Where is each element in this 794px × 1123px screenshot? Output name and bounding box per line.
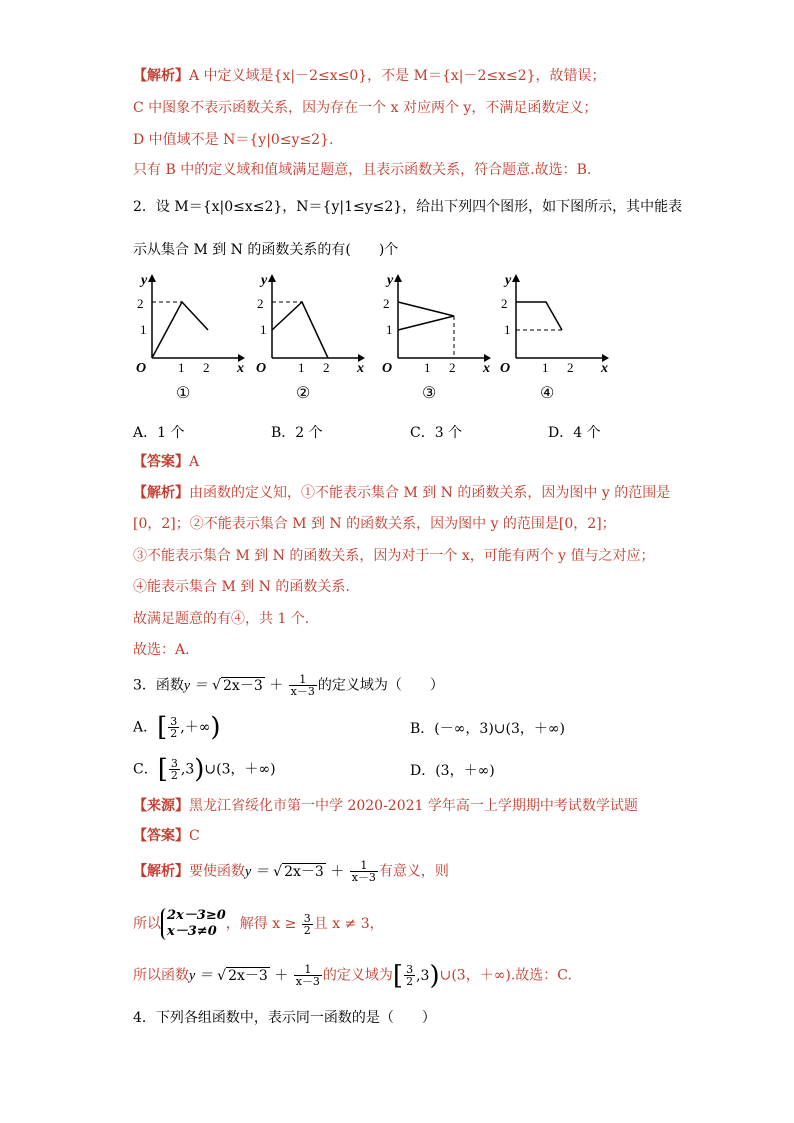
y-axis-label: y: [387, 273, 394, 288]
q2-answer: 【答案】A: [133, 454, 200, 470]
graph-label-3: ③: [422, 385, 437, 402]
y-axis-label: y: [141, 273, 148, 288]
graph-2: [250, 268, 365, 403]
q3-source: 【来源】黑龙江省绥化市第一中学 2020-2021 学年高一上学期期中考试数学试题: [133, 798, 638, 814]
q2-option-b: B．2 个: [271, 425, 323, 441]
x-axis-label: x: [601, 361, 608, 376]
y-axis-label: y: [261, 273, 268, 288]
equation-system: 2x－3≥0 x－3≠0: [161, 908, 226, 940]
q3-analysis-line-3: 所以函数y ＝ √ 2x－3 ＋ $\frac{1}{x-3}$ 的定义域为[ $\frac{3}{2}$ ,3)∪(3，＋∞).故选：C.: [133, 960, 572, 991]
q3-option-d: D．(3，＋∞): [410, 763, 495, 779]
y-tick-2: 2: [137, 296, 144, 311]
q3-analysis-line-1: 【解析】要使函数y ＝ √ 2x－3 ＋ $\frac{1}{x-3}$ 有意义，则: [133, 859, 449, 884]
q2-stem-line-1: 2．设 M＝{x|0≤x≤2}，N＝{y|1≤y≤2}，给出下列四个图形，如下图所示，其中能表: [133, 199, 683, 215]
prev-analysis-line-4: 只有 B 中的定义域和值域满足题意，且表示函数关系，符合题意.故选：B.: [133, 162, 592, 178]
y-tick-2: 2: [383, 296, 390, 311]
graph-1: [130, 268, 245, 403]
y-tick-1: 1: [504, 322, 511, 337]
q4-stem: 4．下列各组函数中，表示同一函数的是（ ）: [133, 1010, 436, 1026]
x-tick-1: 1: [298, 360, 305, 375]
q3-answer: 【答案】C: [133, 828, 200, 844]
q2-analysis-line-4: ④能表示集合 M 到 N 的函数关系.: [133, 579, 350, 595]
origin-label: O: [382, 361, 393, 376]
y-tick-1: 1: [386, 322, 393, 337]
x-tick-2: 2: [203, 360, 210, 375]
x-tick-2: 2: [323, 360, 330, 375]
q2-analysis-line-3: ③不能表示集合 M 到 N 的函数关系，因为对于一个 x，可能有两个 y 值与之对应；: [133, 548, 655, 564]
origin-label: O: [136, 361, 147, 376]
q3-analysis-line-2: 所以2x－3≥0 x－3≠0 ，解得 x ≥ $\frac{3}{2}$ 且 x ≠ 3，: [133, 908, 384, 939]
q3-option-b: B．(－∞，3)∪(3，＋∞): [410, 721, 566, 737]
q2-graphs: [130, 268, 630, 403]
q2-analysis-line-1: 【解析】由函数的定义知，①不能表示集合 M 到 N 的函数关系，因为图中 y 的范围是: [133, 485, 671, 501]
y-axis-label: y: [505, 273, 512, 288]
origin-label: O: [500, 361, 511, 376]
q2-option-c: C．3 个: [410, 425, 463, 441]
x-tick-1: 1: [178, 360, 185, 375]
y-tick-1: 1: [260, 322, 267, 337]
x-axis-label: x: [483, 361, 490, 376]
q2-stem-line-2: 示从集合 M 到 N 的函数关系的有( )个: [133, 242, 399, 258]
origin-label: O: [256, 361, 267, 376]
q2-option-a: A．1 个: [133, 425, 185, 441]
x-axis-label: x: [237, 361, 244, 376]
x-tick-1: 1: [424, 360, 431, 375]
q2-option-d: D．4 个: [548, 425, 601, 441]
graph-4: [494, 268, 609, 403]
prev-analysis-line-2: C 中图象不表示函数关系，因为存在一个 x 对应两个 y，不满足函数定义；: [133, 100, 598, 116]
q2-analysis-line-5: 故满足题意的有④，共 1 个.: [133, 611, 310, 627]
graph-3: [376, 268, 491, 403]
q3-stem: 3．函数y ＝ √ 2x－3 ＋ $\frac{1}{x-3}$ 的定义域为（ ）: [133, 673, 444, 698]
prev-analysis-line-1: 【解析】A 中定义域是{x|－2≤x≤0}，不是 M＝{x|－2≤x≤2}，故错误；: [133, 68, 606, 84]
y-tick-1: 1: [140, 322, 147, 337]
fraction: $\frac{1}{x-3}$: [290, 673, 315, 698]
graph-label-1: ①: [176, 385, 191, 402]
x-tick-1: 1: [542, 360, 549, 375]
y-tick-2: 2: [501, 296, 508, 311]
graph-label-4: ④: [540, 385, 555, 402]
q2-analysis-line-6: 故选：A.: [133, 642, 190, 658]
x-axis-label: x: [357, 361, 364, 376]
prev-analysis-line-3: D 中值域不是 N＝{y|0≤y≤2}.: [133, 132, 334, 148]
x-tick-2: 2: [567, 360, 574, 375]
y-tick-2: 2: [257, 296, 264, 311]
q3-option-c: C．[ $\frac{3}{2}$ ,3)∪(3，＋∞): [133, 754, 276, 785]
analysis-tag: 【解析】: [133, 68, 189, 84]
x-tick-2: 2: [449, 360, 456, 375]
graph-label-2: ②: [296, 385, 311, 402]
q2-analysis-line-2: [0，2]；②不能表示集合 M 到 N 的函数关系，因为图中 y 的范围是[0，2]；: [133, 516, 616, 532]
q3-option-a: A．[ $\frac{3}{2}$ ,＋∞): [133, 712, 221, 743]
